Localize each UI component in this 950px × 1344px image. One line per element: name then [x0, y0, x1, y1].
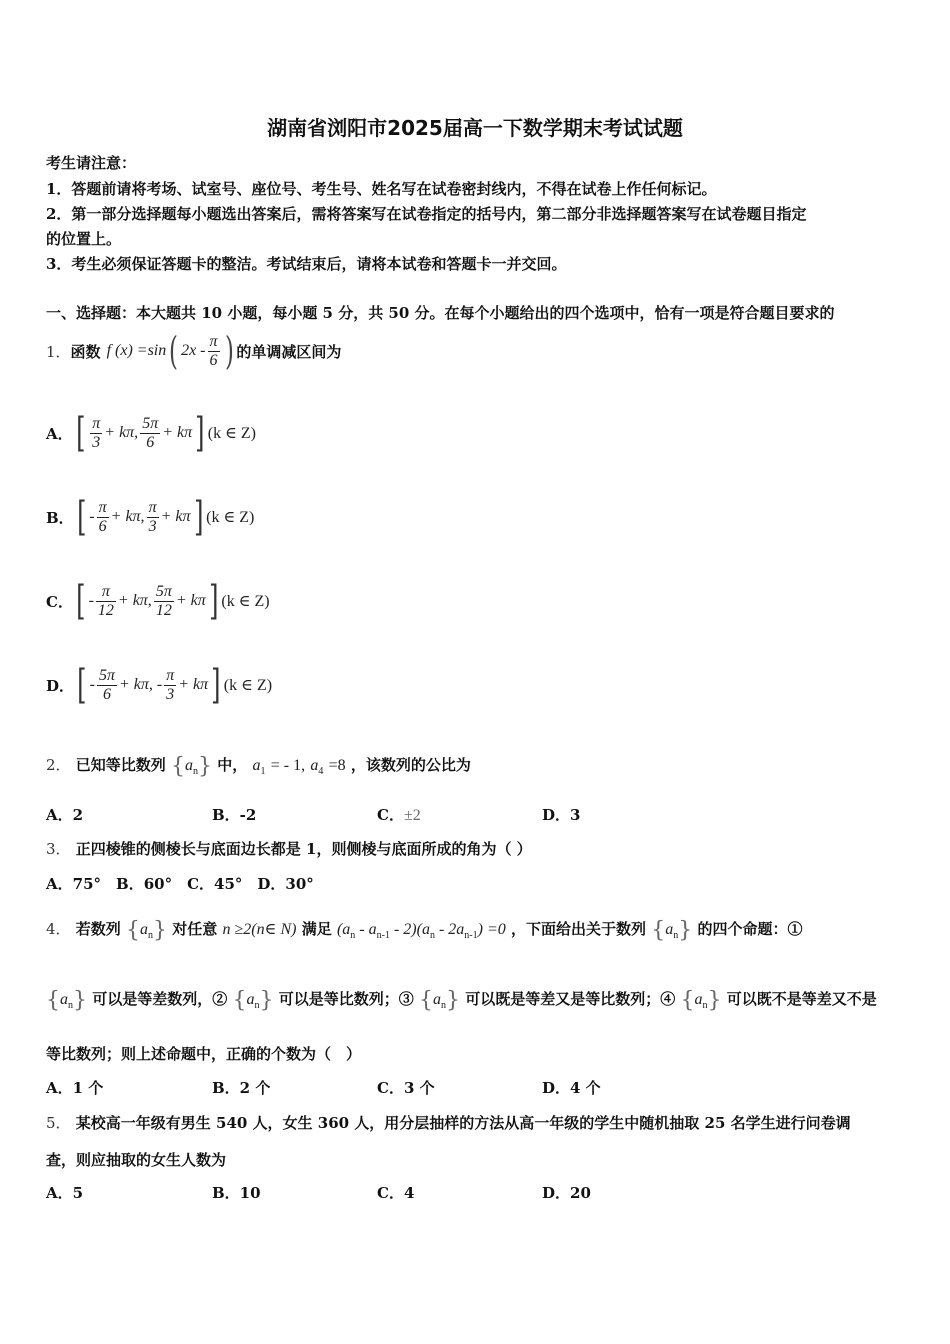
- recurrence-equation: $(a_n - a_{n-1} - 2)(a_n - 2a_{n-1}) =0$: [336, 921, 506, 941]
- option-c[interactable]: [46, 576, 270, 626]
- fraction-a: $\frac{\pi}{12}$: [97, 582, 114, 619]
- right-brace: }: [678, 918, 693, 943]
- question-text-1: 对任意: [172, 920, 218, 938]
- sequence-subscript: n: [148, 930, 154, 941]
- left-paren: (: [169, 329, 179, 373]
- question-4: [46, 918, 802, 943]
- proposition-3: 可以既是等差又是等比数列；④: [465, 990, 676, 1008]
- sequence-subscript: n: [673, 930, 679, 941]
- function-inner: 2x -: [181, 342, 206, 359]
- fraction-a: $\frac{5\pi}{6}$: [98, 666, 115, 703]
- option-mid: + kπ,: [117, 592, 152, 609]
- right-brace: }: [198, 754, 213, 779]
- left-brace: {: [126, 918, 141, 943]
- right-bracket: ]: [195, 410, 205, 456]
- option-label: C．: [46, 592, 73, 611]
- question-mid: 中，: [217, 756, 248, 774]
- option-b[interactable]: [46, 492, 254, 542]
- notice-item-1: 1．答题前请将考场、试室号、座位号、考生号、姓名写在试卷密封线内，不得在试卷上作任何标记。: [46, 180, 717, 198]
- option-end: + kπ: [178, 676, 209, 693]
- right-brace: }: [153, 918, 168, 943]
- left-bracket: [: [75, 410, 86, 456]
- q2-option-a[interactable]: A．2: [46, 806, 84, 824]
- question-text: 某校高一年级有男生 540 人，女生 360 人，用分层抽样的方法从高一年级的学生中随机抽取 25 名学生进行问卷调: [75, 1114, 851, 1132]
- option-label: B．: [46, 508, 74, 527]
- question-4-line-3: 等比数列；则上述命题中，正确的个数为（ ）: [46, 1045, 362, 1063]
- question-3: [46, 838, 532, 859]
- sequence-subscript: n: [193, 766, 199, 777]
- question-text-2: 满足: [301, 920, 332, 938]
- option-label: C．: [377, 806, 404, 824]
- q5-option-b[interactable]: B．10: [212, 1184, 261, 1202]
- question-text: 正四棱锥的侧棱长与底面边长都是 1，则侧棱与底面所成的角为（ ）: [75, 840, 532, 858]
- term-b-sub: 4: [318, 766, 324, 777]
- fraction-b: $\frac{\pi}{3}$: [148, 498, 157, 535]
- proposition-2: 可以是等比数列；③: [278, 990, 414, 1008]
- question-number: 2．: [46, 756, 71, 774]
- right-paren: ): [224, 329, 234, 373]
- term-a-value: = - 1,: [270, 757, 306, 774]
- option-label: A．: [46, 424, 73, 443]
- option-mid: + kπ,: [104, 424, 139, 441]
- fraction-a: $\frac{\pi}{6}$: [98, 498, 107, 535]
- q5-option-d[interactable]: D．20: [542, 1184, 591, 1202]
- option-minus: -: [89, 676, 95, 693]
- notice-item-2-cont: 的位置上。: [46, 230, 122, 248]
- left-bracket: [: [77, 662, 87, 708]
- question-number: 3．: [46, 840, 71, 858]
- fraction-denominator: 6: [209, 351, 218, 369]
- condition-expression: n ≥2(n∈ N): [222, 921, 297, 938]
- question-number: 5．: [46, 1114, 71, 1132]
- option-a[interactable]: [46, 408, 256, 458]
- right-bracket: ]: [211, 662, 221, 708]
- fraction-b: $\frac{\pi}{3}$: [166, 666, 175, 703]
- option-condition: (k ∈ Z): [221, 593, 270, 610]
- question-lead: 已知等比数列: [75, 756, 166, 774]
- option-label: D．: [46, 676, 75, 695]
- proposition-1: 可以是等差数列，②: [92, 990, 228, 1008]
- q2-option-c[interactable]: [377, 804, 421, 825]
- q4-option-b[interactable]: B．2 个: [212, 1079, 271, 1097]
- option-condition: (k ∈ Z): [206, 509, 255, 526]
- question-5: [46, 1112, 851, 1133]
- term-a: a: [252, 757, 261, 774]
- question-lead: 若数列: [75, 920, 121, 938]
- q2-option-d[interactable]: D．3: [542, 806, 581, 824]
- option-math: ±2: [403, 807, 421, 824]
- option-mid: + kπ, -: [118, 676, 163, 693]
- proposition-4: 可以既不是等差又不是: [726, 990, 877, 1008]
- page-title: 湖南省浏阳市2025届高一下数学期末考试试题: [267, 116, 683, 140]
- q4-option-c[interactable]: C．3 个: [377, 1079, 435, 1097]
- q4-option-a[interactable]: A．1 个: [46, 1079, 104, 1097]
- question-number: 1．: [46, 342, 71, 361]
- fraction-b: $\frac{5\pi}{6}$: [142, 414, 159, 451]
- fraction: [208, 333, 220, 370]
- right-bracket: ]: [208, 578, 219, 624]
- question-2: [46, 754, 471, 779]
- question-text-3: ，下面给出关于数列: [510, 920, 646, 938]
- question-4-line-2: $\{a_n\}$ 可以是等差数列，② $\{a_n\}$ 可以是等比数列；③ $\{a_n\}$ 可以既是等差又是等比数列；④ $\{a_n\}$ 可以既不是等差又不是: [46, 988, 877, 1013]
- sequence-symbol: a: [185, 757, 194, 774]
- notice-heading: 考生请注意：: [46, 154, 137, 172]
- fraction-b: $\frac{5\pi}{12}$: [155, 582, 172, 619]
- q2-option-b[interactable]: B．-2: [212, 806, 257, 824]
- option-minus: -: [89, 508, 95, 525]
- option-mid: + kπ,: [110, 508, 145, 525]
- option-minus: -: [88, 592, 94, 609]
- sequence-symbol: a: [665, 921, 674, 938]
- left-brace: {: [171, 754, 186, 779]
- question-5-line-2: 查，则应抽取的女生人数为: [46, 1151, 227, 1169]
- question-1: [46, 328, 341, 374]
- fraction-a: $\frac{\pi}{3}$: [92, 414, 101, 451]
- notice-item-2: 2．第一部分选择题每小题选出答案后，需将答案写在试卷指定的括号内，第二部分非选择题答案写在试卷题目指定: [46, 205, 807, 223]
- question-text-4: 的四个命题：①: [697, 920, 803, 938]
- term-b-value: =8: [328, 757, 346, 774]
- function-expression: f (x) =sin: [106, 342, 167, 359]
- option-end: + kπ: [162, 424, 193, 441]
- left-bracket: [: [76, 578, 86, 624]
- q5-option-c[interactable]: C．4: [377, 1184, 415, 1202]
- question-tail: 的单调减区间为: [236, 342, 342, 361]
- section-heading: 一、选择题：本大题共 10 小题，每小题 5 分，共 50 分。在每个小题给出的四个选项中，恰有一项是符合题目要求的: [46, 304, 835, 322]
- q4-option-d[interactable]: D．4 个: [542, 1079, 601, 1097]
- right-bracket: ]: [193, 494, 203, 540]
- term-a-sub: 1: [260, 766, 266, 777]
- option-d[interactable]: [46, 660, 272, 710]
- question-number: 4．: [46, 920, 71, 938]
- left-bracket: [: [76, 494, 87, 540]
- q3-options[interactable]: A．75° B．60° C．45° D．30°: [46, 875, 314, 893]
- option-end: + kπ: [160, 508, 191, 525]
- fraction-numerator: π: [209, 332, 218, 350]
- option-condition: (k ∈ Z): [223, 677, 273, 694]
- option-condition: (k ∈ Z): [207, 425, 257, 442]
- question-tail: ，该数列的公比为: [350, 756, 471, 774]
- notice-item-3: 3．考生必须保证答题卡的整洁。考试结束后，请将本试卷和答题卡一并交回。: [46, 255, 567, 273]
- q5-option-a[interactable]: A．5: [46, 1184, 84, 1202]
- term-b: a: [310, 757, 319, 774]
- left-brace: {: [651, 918, 666, 943]
- question-lead: 函数: [70, 342, 101, 361]
- sequence-symbol: a: [140, 921, 149, 938]
- option-end: + kπ: [175, 592, 206, 609]
